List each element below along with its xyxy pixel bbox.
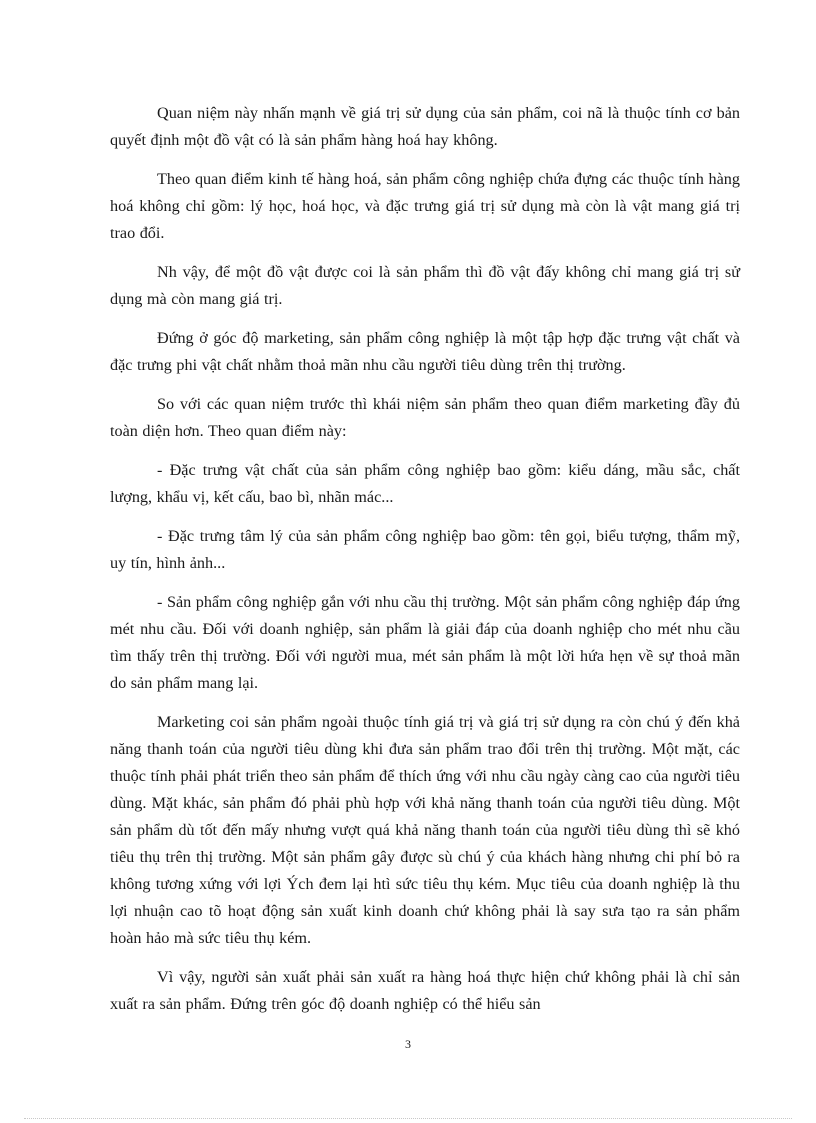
paragraph-marketing-definition: Đứng ở góc độ marketing, sản phẩm công nghiệp là một tập hợp đặc trưng vật chất và đặc trưng phi vật chất nhằm thoả mãn nhu cầu người tiêu dùng trên thị trường. [110,329,740,374]
list-item-psychological-characteristics: - Đặc trưng tâm lý của sản phẩm công nghiệp bao gồm: tên gọi, biểu tượng, thẩm mỹ, uy tín, hình ảnh... [110,527,740,572]
paragraph-producer-conclusion: Vì vậy, người sản xuất phải sản xuất ra hàng hoá thực hiện chứ không phải là chỉ sản xuất ra sản phẩm. Đứng trên góc độ doanh nghiệp có thể hiểu sản [110,968,740,1013]
page-bottom-divider [24,1118,792,1119]
paragraph-payment-ability: Marketing coi sản phẩm ngoài thuộc tính giá trị và giá trị sử dụng ra còn chú ý đến khả năng thanh toán của người tiêu dùng khi đưa sản phẩm trao đổi trên thị trường. Một mặt, các thuộc tính phải phát triển theo sản phẩm để thích ứng với nhu cầu ngày càng cao của người tiêu dùng. Mặt khác, sản phẩm đó phải phù hợp với khả năng thanh toán của người tiêu dùng. Một sản phẩm dù tốt đến mấy nhưng vượt quá khả năng thanh toán của người tiêu dùng thì sẽ khó tiêu thụ trên thị trường. Một sản phẩm gây được sù chú ý của khách hàng nhưng chi phí bỏ ra không tương xứng với lợi Ých đem lại htì sức tiêu thụ kém. Mục tiêu của doanh nghiệp là thu lợi nhuận cao tõ hoạt động sản xuất kinh doanh chứ không phải là say sưa tạo ra sản phẩm hoàn hảo mà sức tiêu thụ kém. [110,713,740,947]
paragraph-marketing-comparison: So với các quan niệm trước thì khái niệm sản phẩm theo quan điểm marketing đầy đủ toàn diện hơn. Theo quan điểm này: [110,395,740,440]
page-number: 3 [405,1037,411,1051]
page-body [110,100,740,1018]
paragraph-product-use-value: Quan niệm này nhấn mạnh về giá trị sử dụng của sản phẩm, coi nã là thuộc tính cơ bản quyết định một đồ vật có là sản phẩm hàng hoá hay không. [110,104,740,149]
list-item-material-characteristics: - Đặc trưng vật chất của sản phẩm công nghiệp bao gồm: kiểu dáng, mầu sắc, chất lượng, khẩu vị, kết cấu, bao bì, nhãn mác... [110,461,740,506]
paragraph-product-value-conclusion: Nh vậy, để một đồ vật được coi là sản phẩm thì đồ vật đấy không chỉ mang giá trị sử dụng mà còn mang giá trị. [110,263,740,308]
list-item-market-needs: - Sản phẩm công nghiệp gắn với nhu cầu thị trường. Một sản phẩm công nghiệp đáp ứng mét nhu cầu. Đối với doanh nghiệp, sản phẩm là giải đáp của doanh nghiệp cho mét nhu cầu tìm thấy trên thị trường. Đối với người mua, mét sản phẩm là một lời hứa hẹn về sự thoả mãn do sản phẩm mang lại. [110,593,740,692]
paragraph-commodity-economics-view: Theo quan điểm kinh tế hàng hoá, sản phẩm công nghiệp chứa đựng các thuộc tính hàng hoá không chỉ gồm: lý học, hoá học, và đặc trưng giá trị sử dụng mà còn là vật mang giá trị trao đổi. [110,170,740,242]
